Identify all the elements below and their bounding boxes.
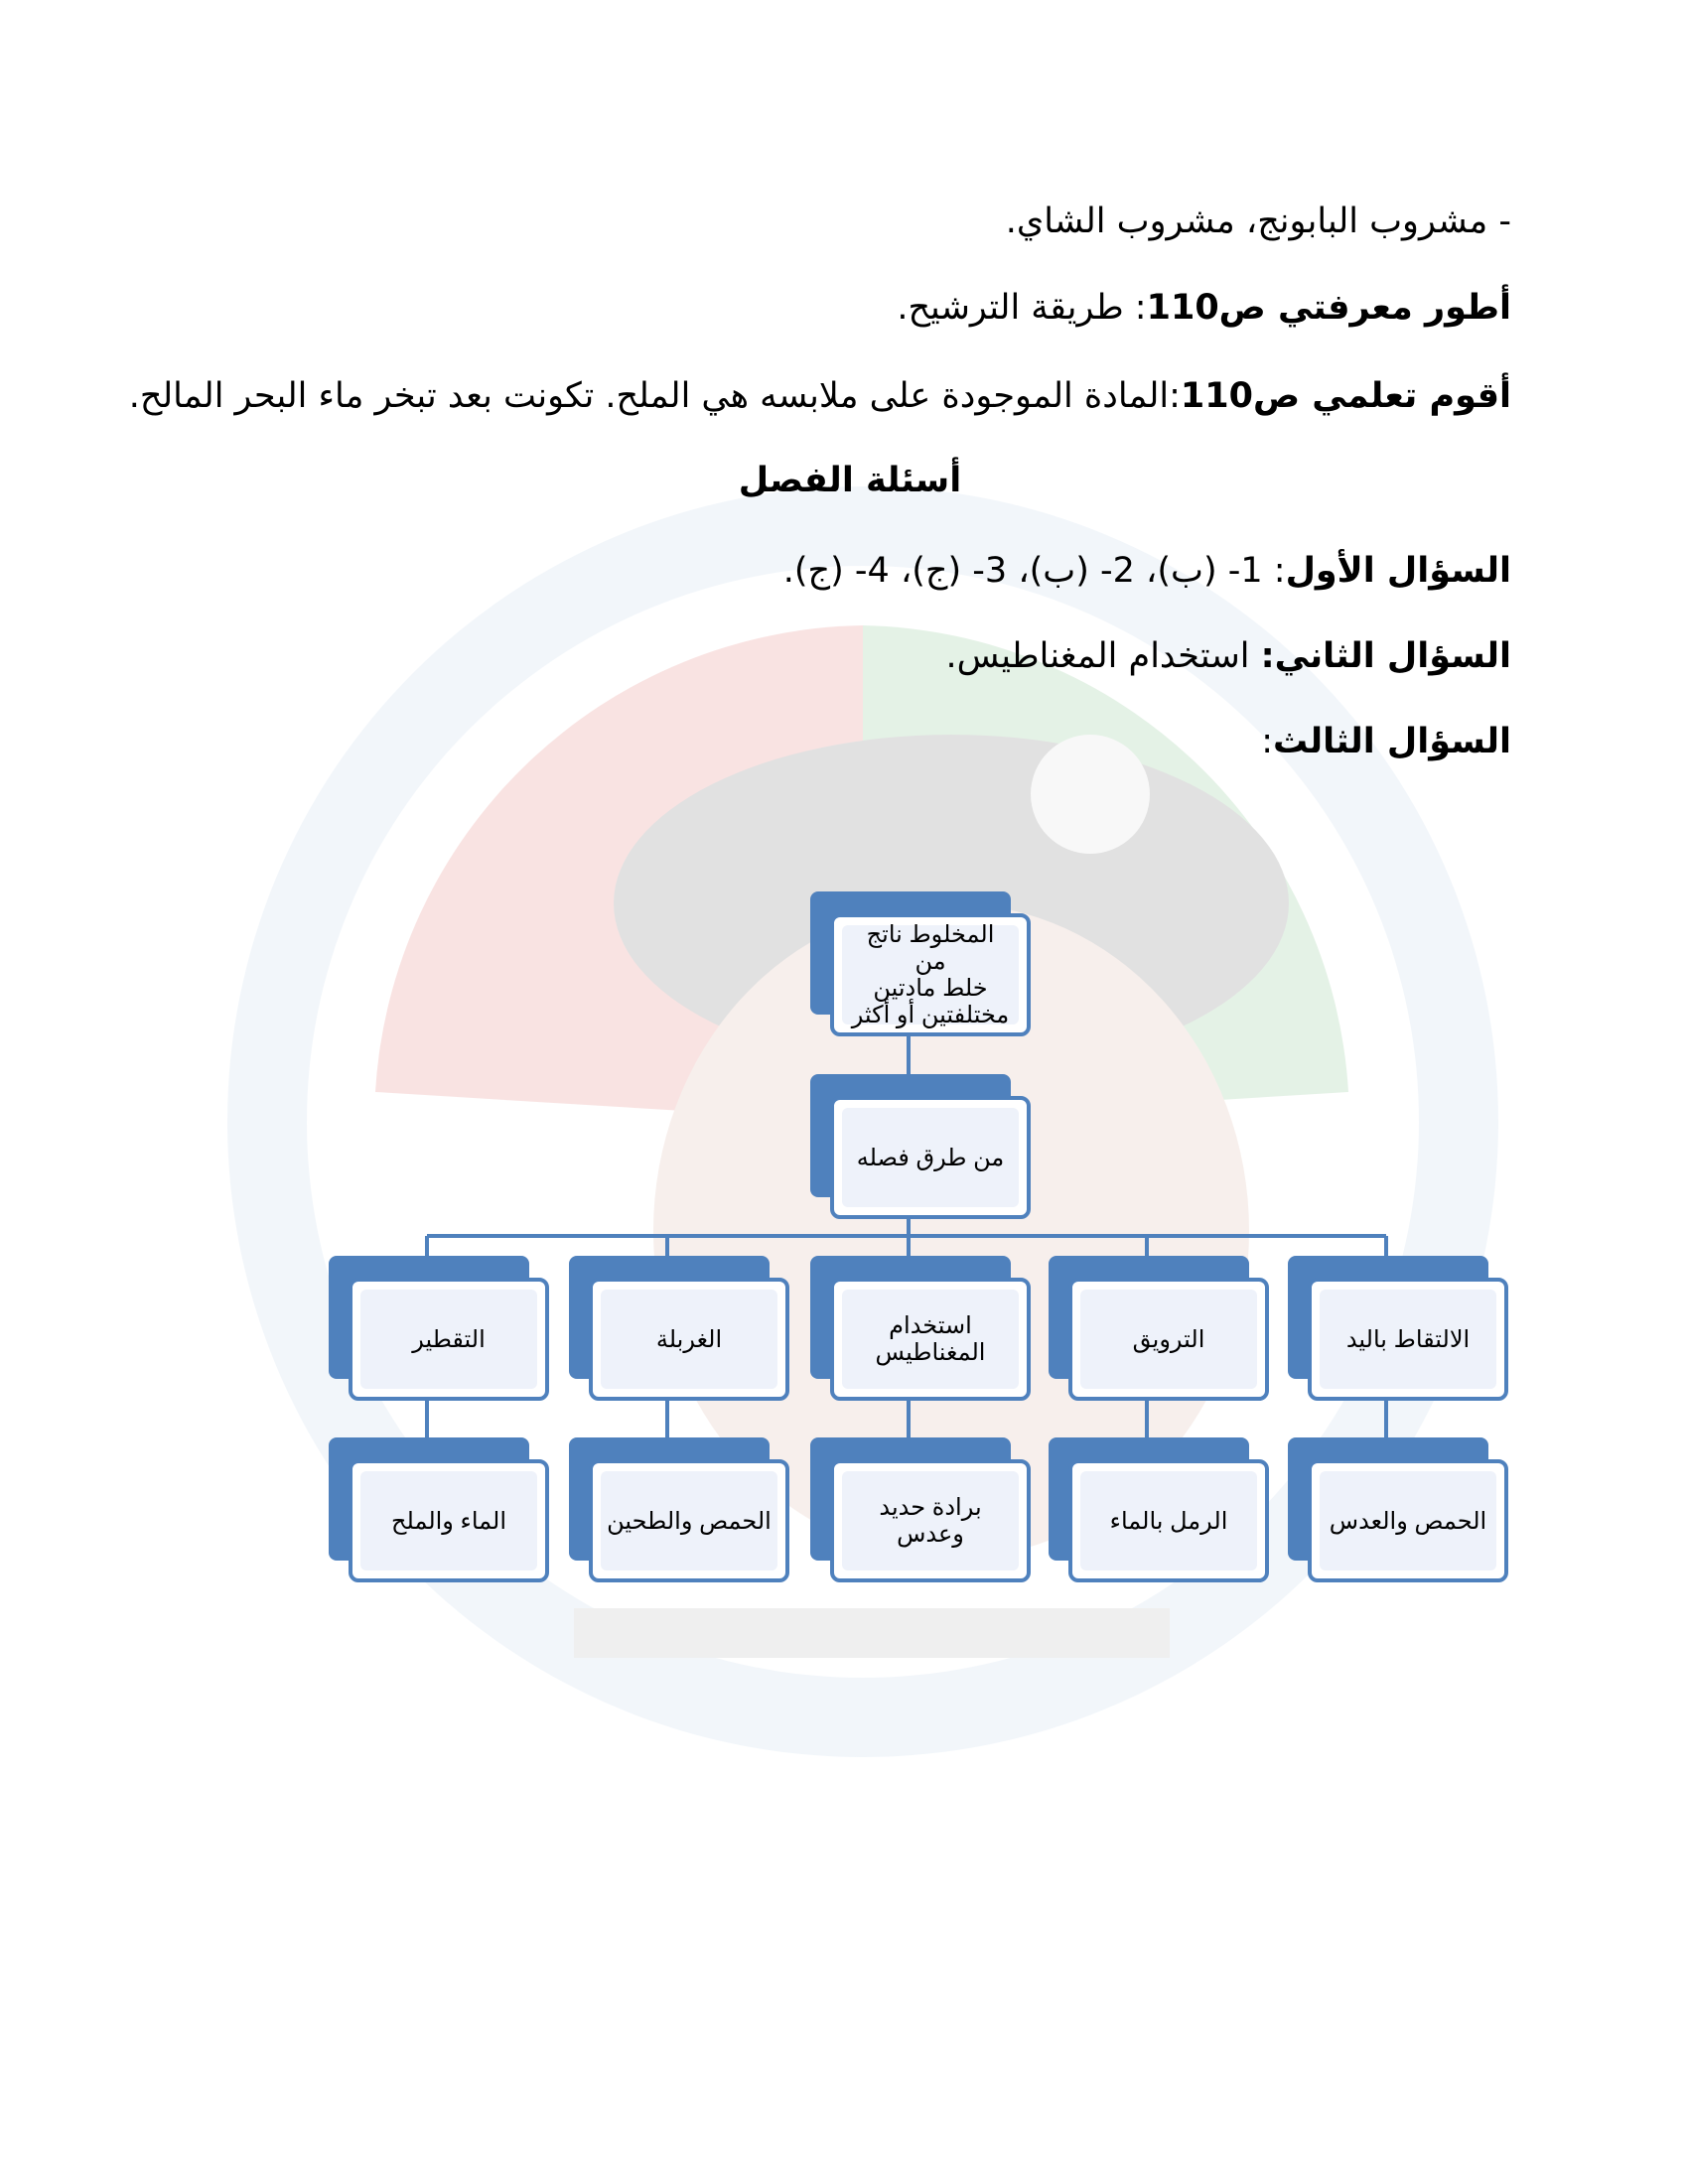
example-node-4-text: الحمص والطحين: [601, 1471, 777, 1570]
root-node-text: المخلوط ناتج من خلط مادتين مختلفتين أو أكثر: [842, 925, 1019, 1024]
example-node-1: [1288, 1437, 1508, 1582]
method-node-3-text: استخدام المغناطيس: [842, 1290, 1019, 1389]
question-2-answer: استخدام المغناطيس.: [945, 636, 1261, 676]
method-node-2-text: الترويق: [1080, 1290, 1257, 1389]
method-node-1-text: الالتقاط باليد: [1320, 1290, 1496, 1389]
example-node-2-text: الرمل بالماء: [1080, 1471, 1257, 1570]
diagram-level2-node: [810, 1074, 1031, 1219]
method-node-4: [569, 1256, 789, 1401]
question-1: [783, 548, 1511, 594]
question-2-label: السؤال الثاني:: [1260, 636, 1511, 676]
question-1-label: السؤال الأول: [1285, 551, 1511, 591]
line-3-bold: أقوم تعلمي ص110: [1180, 376, 1511, 416]
example-node-5-text: الماء والملح: [360, 1471, 537, 1570]
example-node-1-text: الحمص والعدس: [1320, 1471, 1496, 1570]
method-node-2: [1049, 1256, 1269, 1401]
method-node-5-text: التقطير: [360, 1290, 537, 1389]
question-2: [946, 633, 1512, 679]
section-heading: أسئلة الفصل: [738, 461, 962, 500]
line-3-text: :المادة الموجودة على ملابسه هي الملح. تكونت بعد تبخر ماء البحر المالح.: [128, 376, 1181, 416]
method-node-5: [329, 1256, 549, 1401]
text-line-1: [1006, 199, 1511, 244]
example-node-3-text: برادة حديد وعدس: [842, 1471, 1019, 1570]
example-node-4: [569, 1437, 789, 1582]
diagram-root-node: [810, 891, 1031, 1036]
question-1-answer: : 1- (ب)، 2- (ب)، 3- (ج)، 4- (ج).: [782, 551, 1286, 591]
question-3-answer: :: [1261, 722, 1273, 761]
method-node-4-text: الغربلة: [601, 1290, 777, 1389]
line-1-text: - مشروب البابونج، مشروب الشاي.: [1005, 202, 1511, 241]
method-node-3: [810, 1256, 1031, 1401]
line-2-text: : طريقة الترشيح.: [897, 288, 1147, 328]
text-line-3: [129, 373, 1511, 419]
level2-node-text: من طرق فصله: [842, 1108, 1019, 1207]
line-2-bold: أطور معرفتي ص110: [1146, 288, 1511, 328]
question-3: [1261, 719, 1511, 764]
question-3-label: السؤال الثالث: [1272, 722, 1511, 761]
example-node-5: [329, 1437, 549, 1582]
example-node-3: [810, 1437, 1031, 1582]
method-node-1: [1288, 1256, 1508, 1401]
text-line-2: [897, 285, 1511, 331]
example-node-2: [1049, 1437, 1269, 1582]
